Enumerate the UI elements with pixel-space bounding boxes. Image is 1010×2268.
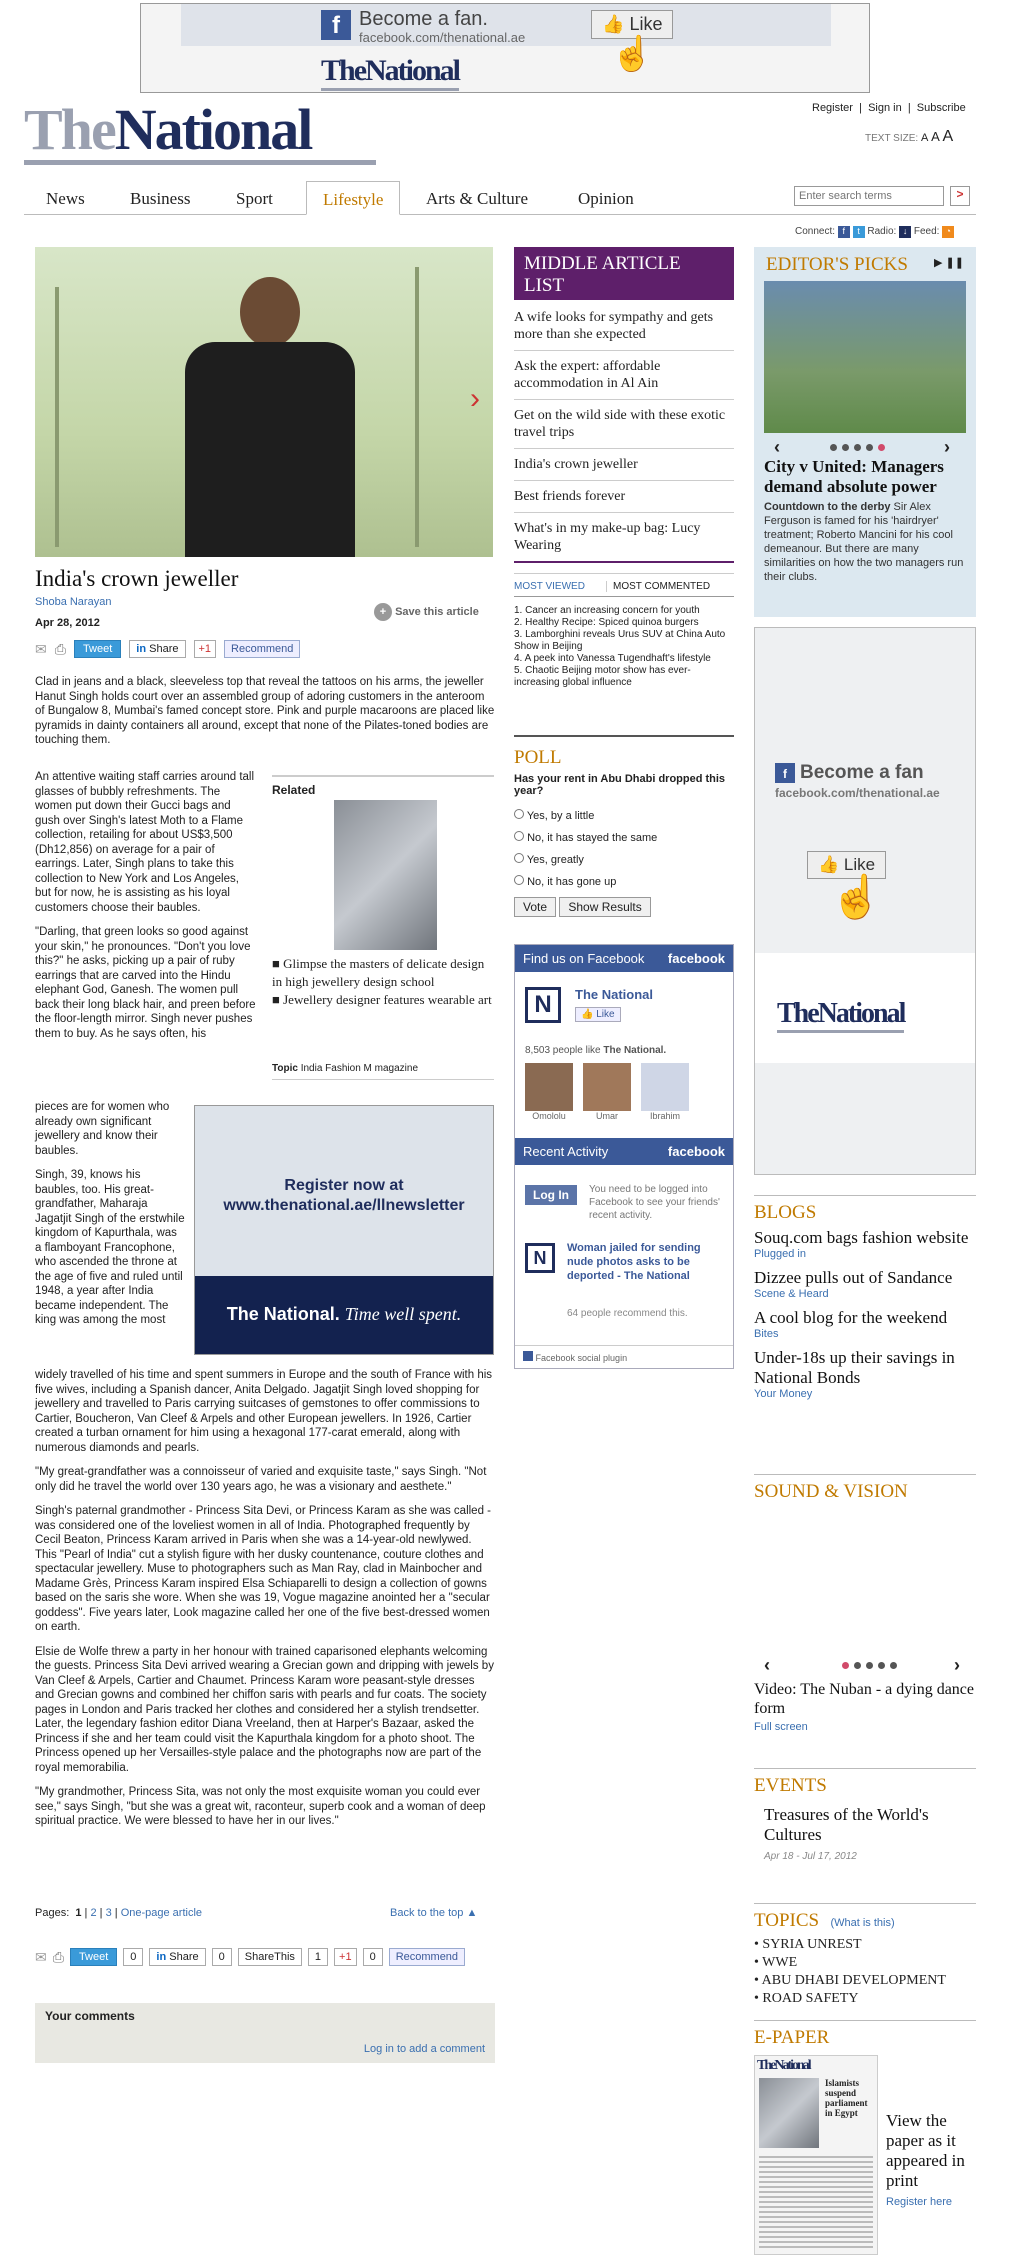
one-page-article-link[interactable]: One-page article [120, 1907, 203, 1919]
nav-sport[interactable]: Sport [236, 189, 273, 208]
tab-most-viewed[interactable]: MOST VIEWED [514, 581, 585, 592]
google-plus-count: 0 [363, 1948, 383, 1966]
fb-find-label: Find us on Facebook [523, 951, 645, 966]
fb-login-button[interactable]: Log In [525, 1185, 577, 1205]
nav-news[interactable]: News [46, 189, 85, 208]
login-to-comment-link[interactable]: Log in to add a comment [363, 2043, 485, 2055]
carousel-controls [934, 256, 964, 269]
most-viewed-item[interactable]: 5. Chaotic Beijing motor show has ever-increasing global influence [514, 665, 691, 688]
share-toolbar-top [35, 640, 300, 658]
top-ad-line2: facebook.com/thenational.ae [359, 30, 526, 45]
full-screen-link[interactable]: Full screen [754, 1721, 808, 1733]
topics-title: TOPICS [754, 1910, 820, 1931]
carousel-dot[interactable] [866, 1662, 873, 1669]
topic-label: ABU DHABI DEVELOPMENT [761, 1973, 946, 1988]
epaper-thumbnail[interactable] [754, 2055, 878, 2255]
poll-option[interactable] [514, 805, 734, 827]
editors-picks-kicker: Countdown to the derby [764, 501, 891, 513]
poll-option[interactable] [514, 849, 734, 871]
radio-label: Radio: [867, 226, 897, 237]
radio-button[interactable] [514, 831, 524, 841]
side-ad-like-label: Like [843, 855, 876, 874]
comments-box [35, 2003, 495, 2063]
related-item-label: Glimpse the masters of delicate design in high jewellery design school [272, 956, 485, 989]
rss-icon[interactable]: ◔ [942, 226, 954, 238]
sharethis-button[interactable]: ShareThis [238, 1948, 302, 1966]
sound-vision [754, 1474, 976, 1744]
comments-title: Your comments [45, 2009, 135, 2023]
side-ad-brand: TheNational [777, 998, 904, 1033]
national-page-icon[interactable]: N [525, 1243, 555, 1273]
linkedin-count: 0 [212, 1948, 232, 1966]
most-viewed-item[interactable]: 4. A peek into Vanessa Tugendhaft's lifestyle [514, 653, 711, 664]
event-dates: Apr 18 - Jul 17, 2012 [764, 1851, 857, 1862]
text-size-label: TEXT SIZE: [865, 133, 919, 144]
article-paragraph: Singh, 39, knows his baubles, too. His great-grandfather, Maharaja Jagatjit Singh of the erstwhile kingdom of Kapurthala, was a flamboyant Francophone, who ascended the throne at the age of five and ruled until 1948, a year after India became independent. The king was among the most [35, 1169, 185, 1326]
fb-like-count-page: The National. [603, 1045, 667, 1056]
text-size-control [865, 128, 953, 146]
article-hero-image [35, 247, 493, 557]
most-viewed-list [514, 605, 734, 689]
register-link[interactable]: Register [812, 102, 853, 114]
article-col-narrow [35, 770, 257, 1041]
page-2-link[interactable]: 2 [90, 1907, 97, 1919]
share-toolbar-bottom [35, 1948, 495, 1966]
print-icon[interactable]: ⎙ [54, 640, 66, 657]
twitter-icon[interactable]: t [853, 226, 865, 238]
related-item-label: Jewellery designer features wearable art [283, 992, 492, 1007]
page-3-link[interactable]: 3 [105, 1907, 112, 1919]
video-title[interactable]: Video: The Nuban - a dying dance form [754, 1681, 975, 1717]
carousel-dot[interactable] [878, 444, 885, 451]
most-viewed-item[interactable]: 2. Healthy Recipe: Spiced quinoa burgers [514, 617, 699, 628]
blogs-title: BLOGS [754, 1202, 817, 1223]
topic-label: Topic [272, 1063, 298, 1074]
fb-like-count: 8,503 people like [525, 1045, 601, 1056]
related-item[interactable]: ■ Jewellery designer features wearable art [272, 992, 492, 1007]
google-plus-button[interactable]: +1 [194, 640, 217, 658]
email-icon[interactable]: ✉ [35, 1948, 47, 1965]
article-paragraph: Elsie de Wolfe threw a party in her honour with trained caparisoned elephants welcoming the guests. Princess Sita Devi arrived wearing a Grecian gown and dripping with jewels by Van Cleef & Arpels, Cartier and Chaumet. Princess Karam wore peasant-style dresses and Grecian gowns and combined her chiffon saris with pearls and fur coats. The society pages in London and Paris tracked her clothes and considered her a stylish trendsetter. Later, the legendary fashion editor Diana Vreeland, then at Harper's Bazaar, asked the Princess if she and her team could visit the Kapurthala kingdom for a photo shoot. The Princess opened up her Versailles-style palace and the photographs now are part of the royal memorabilia. [35, 1645, 494, 1774]
facebook-icon [523, 1351, 533, 1361]
most-viewed-label: A peek into Vanessa Tugendhaft's lifestyle [524, 653, 711, 664]
most-viewed-item[interactable]: 1. Cancer an increasing concern for youth [514, 605, 700, 616]
article-paragraph: Singh's paternal grandmother - Princess Sita Devi, or Princess Karam as she was called - was considered one of the loveliest women in all of India. Photographed frequently by Cecil Beaton, Princess Karam arrived in Paris when she was a 14-year-old newlywed. This "Pearl of India" cut a stylish figure with her dusky countenance, couture clothes and spectacular jewellery. Muse to photographers such as Man Ray, clad in Mainbocher and Madame Grès, Princess Karam inspired Elsa Schiaparelli to design a collection of gowns based on the saris she wore. When she was 19, Vogue magazine anointed her a "secular goddess". Five years later, Look magazine called her one of the five best-dressed women on earth. [35, 1505, 492, 1633]
topic-label: SYRIA UNREST [762, 1937, 862, 1952]
blog-item-title[interactable]: A cool blog for the weekend [754, 1308, 948, 1327]
plus-icon: + [374, 603, 392, 621]
middle-list-item[interactable]: A wife looks for sympathy and gets more than she expected [514, 302, 734, 351]
editors-picks [754, 247, 976, 617]
vote-button[interactable]: Vote [514, 897, 556, 917]
nav-opinion[interactable]: Opinion [578, 189, 634, 208]
most-viewed-item[interactable]: 3. Lamborghini reveals Urus SUV at China Auto Show in Beijing [514, 629, 726, 652]
thumbs-up-icon: 👍 [818, 855, 840, 874]
related-image[interactable] [334, 800, 437, 950]
article-paragraph: "My great-grandfather was a connoisseur of varied and exquisite taste," says Singh. "Not only did he travel the world over 130 years ago, he was a visionary and aesthete." [35, 1466, 487, 1493]
pagination: Pages: 1 | 2 | 3 | One-page article Back to the top ▲ [35, 1907, 478, 1919]
editors-picks-title: EDITOR'S PICKS [766, 254, 908, 275]
newsletter-ad-tag: Time well spent. [344, 1304, 462, 1324]
search-input[interactable] [794, 186, 944, 206]
middle-list-item[interactable]: Best friends forever [514, 481, 734, 513]
article-title: India's crown jeweller [35, 566, 239, 591]
national-page-icon[interactable]: N [525, 987, 561, 1023]
hand-cursor-icon: ☝ [611, 35, 654, 73]
nav-arts-culture[interactable]: Arts & Culture [426, 189, 528, 208]
article-paragraph: "Darling, that green looks so good against your skin," he pronounces. "Don't you love this?" he asks, picking up a pair of ruby earrings that are carved into the Hindu elephant God, Ganesh. The women pull back their long black hair, and preen before the floor-length mirror. Singh never pushes them to buy. As he says often, his [35, 926, 256, 1040]
carousel-dot[interactable] [842, 444, 849, 451]
linkedin-share-button[interactable]: in Share [129, 640, 185, 658]
epaper-title: E-PAPER [754, 2027, 830, 2048]
back-to-top-label: Back to the top [390, 1907, 464, 1919]
carousel-prev-arrow[interactable]: ‹ [774, 437, 780, 457]
poll-option[interactable] [514, 827, 734, 849]
thumbs-up-icon: 👍 [581, 1009, 594, 1020]
logo-national: National [114, 97, 312, 162]
poll-option[interactable] [514, 871, 734, 893]
recent-activity-label: Recent Activity [523, 1144, 609, 1159]
google-plus-button[interactable]: +1 [334, 1948, 357, 1966]
topic-item[interactable]: • ROAD SAFETY [754, 1991, 859, 2006]
poll [514, 735, 734, 917]
fb-plugin-label: Facebook social plugin [535, 1353, 628, 1363]
subscribe-link[interactable]: Subscribe [916, 102, 966, 114]
sharethis-count: 1 [308, 1948, 328, 1966]
nav-lifestyle[interactable]: Lifestyle [306, 181, 400, 215]
most-tabs [514, 573, 734, 597]
middle-list-item[interactable]: India's crown jeweller [514, 449, 734, 481]
newsletter-ad-line2: www.thenational.ae/llnewsletter [223, 1197, 465, 1214]
carousel-dot[interactable] [866, 444, 873, 451]
pause-icon[interactable]: ❚❚ [945, 257, 964, 269]
article-date: Apr 28, 2012 [35, 617, 100, 629]
carousel-dot[interactable] [878, 1662, 885, 1669]
page-1-link[interactable]: 1 [75, 1907, 82, 1919]
newsletter-ad[interactable] [194, 1105, 494, 1355]
newsletter-ad-line1: Register now at [284, 1177, 404, 1194]
e-paper [754, 2020, 976, 2260]
topic-item[interactable]: • SYRIA UNREST [754, 1937, 862, 1952]
article-paragraph: widely travelled of his time and spent summers in Europe and the south of France with his five wives, including a Spanish dancer, Anita Delgado. Jagatjit Singh loved shopping for jewellery and travelled to Paris carrying suitcases of gemstones to offer commissions to Cartier, Boucheron, Van Cleef & Arpels and other European jewellers. In 1926, Cartier created a turban ornament for him using a hexagonal 177-carat emerald, along with numerous diamonds and pearls. [35, 1369, 493, 1454]
video-next-arrow[interactable]: › [954, 1655, 960, 1675]
facebook-wordmark: facebook [667, 1144, 725, 1159]
topic-label: ROAD SAFETY [762, 1991, 859, 2006]
related-box [272, 775, 494, 1080]
pages-label: Pages: [35, 1907, 70, 1919]
top-ad-like-label: Like [629, 14, 663, 34]
tweet-count: 0 [123, 1948, 143, 1966]
topic-item[interactable]: • WWE [754, 1955, 798, 1970]
radio-button[interactable] [514, 809, 524, 819]
blog-item-category[interactable]: Bites [754, 1328, 779, 1340]
radio-button[interactable] [514, 853, 524, 863]
poll-question: Has your rent in Abu Dhabi dropped this year? [514, 773, 726, 797]
search-button[interactable]: > [950, 186, 970, 206]
topic-label: WWE [762, 1955, 798, 1970]
linkedin-share-label: Share [169, 1951, 199, 1963]
fan-avatar[interactable] [525, 1063, 573, 1121]
facebook-widget [514, 944, 734, 1369]
most-viewed-label: Lamborghini reveals Urus SUV at China Auto Show in Beijing [514, 629, 726, 652]
tab-most-commented[interactable]: MOST COMMENTED [606, 581, 710, 592]
tweet-button[interactable]: Tweet [70, 1948, 117, 1966]
article-col-full [35, 1368, 495, 1839]
facebook-recommend-button[interactable]: Recommend [224, 640, 300, 658]
article-paragraph: An attentive waiting staff carries around tall glasses of bubbly refreshments. The women put down their Gucci bags and gush over Singh's latest Moth to a Flame collection, retailing for about US$3,500 (Dh12,856) on average for a pair of earrings. Later, Singh plans to take this collection to New York and Los Angeles, but for now, he is assisting as his loyal customers choose their baubles. [35, 771, 255, 914]
hand-cursor-icon: ☝ [830, 873, 883, 920]
video-dots [842, 1662, 897, 1669]
side-facebook-ad[interactable] [754, 627, 976, 1175]
fb-like-button[interactable] [575, 1007, 621, 1022]
carousel-dot[interactable] [854, 1662, 861, 1669]
most-viewed-label: Chaotic Beijing motor show has ever-increasing global influence [514, 665, 691, 688]
middle-list-title: MIDDLE ARTICLE LIST [514, 247, 734, 300]
fb-story-link[interactable]: Woman jailed for sending nude photos asks to be deported - The National [567, 1242, 701, 1282]
editors-picks-image[interactable] [764, 281, 966, 433]
thumbs-up-icon: 👍 [602, 14, 625, 34]
events-title: EVENTS [754, 1775, 827, 1796]
text-size-large[interactable]: A [942, 128, 954, 145]
text-size-medium[interactable]: A [931, 129, 940, 144]
blog-item-category[interactable]: Your Money [754, 1388, 813, 1400]
carousel-dot[interactable] [890, 1662, 897, 1669]
event-name[interactable]: Treasures of the World's Cultures [764, 1805, 929, 1844]
linkedin-share-button[interactable]: in Share [149, 1948, 205, 1966]
related-list [272, 955, 494, 1009]
play-icon[interactable]: ▶ [934, 257, 943, 269]
top-banner-ad[interactable] [140, 3, 870, 93]
middle-list-item[interactable]: Get on the wild side with these exotic travel trips [514, 400, 734, 449]
top-ad-brand: TheNational [321, 54, 459, 91]
nav-business[interactable]: Business [130, 189, 191, 208]
article-paragraph: Clad in jeans and a black, sleeveless top that reveal the tattoos on his arms, the jeweller Hanut Singh holds court over an assembled group of adoring customers in the anteroom of Bungalow 8, Mumbai's famed concept store. Pink and purple macaroons are placed like pyramids in dainty containers all around, except that none of the Pilates-toned bodies are touching them. [35, 676, 495, 746]
facebook-wordmark: facebook [667, 951, 725, 966]
fan-name: Umar [596, 1111, 618, 1121]
most-viewed-label: Cancer an increasing concern for youth [525, 605, 700, 616]
arrow-up-icon: ▲ [466, 1907, 478, 1919]
back-to-top-link[interactable] [390, 1907, 477, 1919]
newsletter-ad-brand: The National. [226, 1304, 340, 1324]
side-ad-line2: facebook.com/thenational.ae [775, 786, 940, 800]
tweet-button[interactable]: Tweet [74, 640, 121, 658]
top-ad-line1: Become a fan. [359, 8, 488, 30]
facebook-recommend-button[interactable]: Recommend [389, 1948, 465, 1966]
fb-plugin-footer [515, 1345, 733, 1368]
related-title: Related [272, 775, 494, 797]
facebook-find-header [515, 945, 733, 972]
fan-name: Omololu [532, 1111, 566, 1121]
radio-button[interactable] [514, 875, 524, 885]
editors-picks-text: Sir Alex Ferguson is famed for his 'hairdryer' treatment; Roberto Mancini for his cool demeanour. But there are many similarities on how the two managers run their clubs. [764, 501, 964, 583]
events [754, 1768, 976, 1878]
blog-item-title[interactable]: Dizzee pulls out of Sandance [754, 1268, 953, 1287]
carousel-dot[interactable] [830, 444, 837, 451]
save-article-button[interactable] [374, 603, 479, 621]
epaper-masthead: TheNational [757, 2058, 810, 2073]
editors-picks-headline[interactable]: City v United: Managers demand absolute power [764, 457, 944, 496]
carousel-next-arrow[interactable]: › [944, 437, 950, 457]
epaper-headline: Islamists suspend parliament in Egypt [825, 2078, 868, 2118]
feed-label: Feed: [913, 226, 940, 237]
fan-avatar[interactable] [583, 1063, 631, 1121]
fb-story-count: 64 people recommend this. [567, 1308, 688, 1319]
middle-list-item[interactable]: Ask the expert: affordable accommodation in Al Ain [514, 351, 734, 400]
blog-item-title[interactable]: Under-18s up their savings in National Bonds [754, 1348, 955, 1387]
poll-option-label: Yes, by a little [526, 810, 595, 822]
show-results-button[interactable]: Show Results [559, 897, 650, 917]
connect-bar [795, 226, 954, 238]
carousel-dots [830, 444, 885, 451]
blog-item-title[interactable]: Souq.com bags fashion website [754, 1228, 969, 1247]
article-paragraph: pieces are for women who already own significant jewellery and know their baubles. [35, 1101, 170, 1157]
fan-name: Ibrahim [649, 1111, 680, 1121]
facebook-icon: f [321, 10, 351, 40]
fb-page-name[interactable]: The National [575, 987, 654, 1002]
related-item[interactable]: ■ Glimpse the masters of delicate design in high jewellery design school [272, 956, 485, 989]
most-viewed-label: Healthy Recipe: Spiced quinoa burgers [525, 617, 699, 628]
sign-in-link[interactable]: Sign in [868, 102, 902, 114]
logo-the: The [24, 97, 115, 162]
epaper-register-link[interactable]: Register here [886, 2196, 953, 2208]
poll-title: POLL [514, 747, 562, 768]
middle-list-item[interactable]: What's in my make-up bag: Lucy Wearing [514, 513, 734, 563]
video-prev-arrow[interactable]: ‹ [764, 1655, 770, 1675]
topics-what-link[interactable]: (What is this) [830, 1917, 895, 1929]
site-logo[interactable] [24, 97, 376, 165]
poll-option-label: No, it has gone up [527, 876, 617, 888]
connect-label: Connect: [795, 226, 836, 237]
save-article-label: Save this article [395, 606, 479, 618]
email-icon[interactable]: ✉ [35, 640, 47, 657]
fb-login-text: You need to be logged into Facebook to see your friends' recent activity. [589, 1184, 720, 1221]
account-links: Register | Sign in | Subscribe [812, 102, 966, 114]
main-nav [24, 181, 976, 215]
carousel-dot[interactable] [842, 1662, 849, 1669]
blog-item-category[interactable]: Scene & Heard [754, 1288, 829, 1300]
article-author[interactable]: Shoba Narayan [35, 596, 112, 608]
blog-item-category[interactable]: Plugged in [754, 1248, 806, 1260]
facebook-icon[interactable]: f [838, 226, 850, 238]
topic-item[interactable]: • ABU DHABI DEVELOPMENT [754, 1973, 946, 1988]
print-icon[interactable]: ⎙ [52, 1948, 64, 1965]
recent-activity-header [515, 1138, 733, 1165]
topic-link[interactable]: India Fashion M magazine [300, 1063, 419, 1074]
middle-article-list [514, 302, 734, 563]
topics [754, 1903, 976, 2008]
fan-avatar[interactable] [641, 1063, 689, 1121]
poll-option-label: No, it has stayed the same [527, 832, 658, 844]
hero-next-arrow[interactable]: › [470, 382, 480, 415]
sound-vision-title: SOUND & VISION [754, 1481, 908, 1502]
linkedin-share-label: Share [149, 643, 179, 655]
side-ad-line1: Become a fan [800, 762, 924, 783]
article-paragraph: "My grandmother, Princess Sita, was not only the most exquisite woman you could ever see," says Singh, "but she was a great wit, raconteur, superb cook and a woman of deep spiritual practice. We were blessed to have her in our lives." [35, 1786, 486, 1827]
epaper-text[interactable]: View the paper as it appeared in print [886, 2111, 965, 2190]
blogs [754, 1195, 976, 1408]
radio-icon[interactable]: ↓ [899, 226, 911, 238]
fb-like-label: Like [596, 1009, 615, 1020]
text-size-small[interactable]: A [920, 132, 929, 144]
article-intro [35, 675, 495, 758]
facebook-icon: f [775, 763, 795, 783]
article-col-narrower [35, 1100, 185, 1328]
carousel-dot[interactable] [854, 444, 861, 451]
poll-option-label: Yes, greatly [526, 854, 584, 866]
